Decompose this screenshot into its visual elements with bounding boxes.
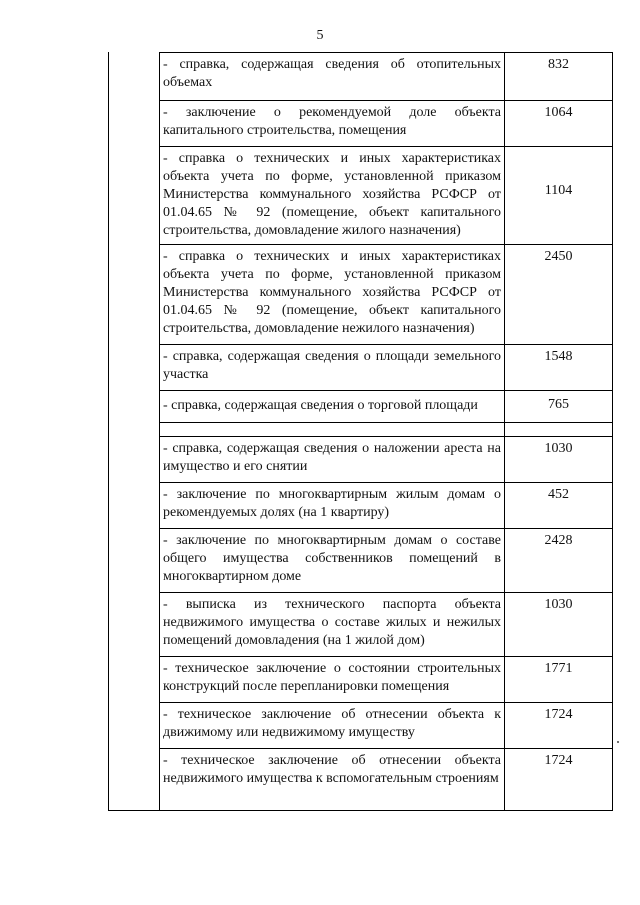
service-description: - справка о технических и иных характеристиках объекта учета по форме, установленной приказом Министерства коммунального хозяйства РСФСР от 01.04.65 № 92 (помещение, объект капитального строительства, домовладение жилого назначения): [159, 147, 505, 244]
service-description: - техническое заключение о состоянии строительных конструкций после перепланировки помещения: [159, 657, 505, 702]
service-description: - справка, содержащая сведения о торговой площади: [159, 391, 505, 422]
service-price: 1064: [505, 101, 613, 146]
service-description: - заключение по многоквартирным домам о составе общего имущества собственников помещений в многоквартирном доме: [159, 529, 505, 592]
table-row: [159, 592, 613, 656]
service-price: 1104: [505, 147, 613, 244]
table-row: [159, 482, 613, 528]
table-row-spacer: [159, 422, 613, 436]
service-price: 765: [505, 391, 613, 422]
service-price: 2428: [505, 529, 613, 592]
spacer-cell: [505, 423, 613, 436]
service-price: 1724: [505, 703, 613, 748]
service-description: - заключение о рекомендуемой доле объекта капитального строительства, помещения: [159, 101, 505, 146]
table-row: [159, 702, 613, 748]
service-description: - заключение по многоквартирным жилым домам о рекомендуемых долях (на 1 квартиру): [159, 483, 505, 528]
service-price: 2450: [505, 245, 613, 344]
service-price: 1030: [505, 437, 613, 482]
service-description: - справка о технических и иных характеристиках объекта учета по форме, установленной приказом Министерства коммунального хозяйства РСФСР от 01.04.65 № 92 (помещение, объект капитального строительства, домовладение нежилого назначения): [159, 245, 505, 344]
service-description: - справка, содержащая сведения о площади земельного участка: [159, 345, 505, 390]
table-row: [159, 656, 613, 702]
page-number: 5: [316, 28, 324, 43]
table-left-column: [109, 52, 160, 810]
service-description: - справка, содержащая сведения о наложении ареста на имущество и его снятии: [159, 437, 505, 482]
table-row: [159, 748, 613, 810]
service-description: - техническое заключение об отнесении объекта к движимому или недвижимому имуществу: [159, 703, 505, 748]
spacer-cell: [159, 423, 505, 436]
table-rows: [159, 52, 613, 810]
table-row: [159, 244, 613, 344]
service-price: 1771: [505, 657, 613, 702]
table-row: [159, 100, 613, 146]
service-price: 1724: [505, 749, 613, 810]
service-price: 832: [505, 53, 613, 100]
service-description: - справка, содержащая сведения об отопительных объемах: [159, 53, 505, 100]
scan-speck: [617, 741, 619, 743]
table-row: [159, 146, 613, 244]
service-description: - техническое заключение об отнесении объекта недвижимого имущества к вспомогательным строениям: [159, 749, 505, 810]
service-price: 452: [505, 483, 613, 528]
service-price: 1030: [505, 593, 613, 656]
table-row: [159, 344, 613, 390]
table-row: [159, 52, 613, 100]
table-row: [159, 436, 613, 482]
service-price: 1548: [505, 345, 613, 390]
service-description: - выписка из технического паспорта объекта недвижимого имущества о составе жилых и нежилых помещений домовладения (на 1 жилой дом): [159, 593, 505, 656]
table-row: [159, 390, 613, 422]
fee-table: [108, 52, 613, 811]
table-row: [159, 528, 613, 592]
